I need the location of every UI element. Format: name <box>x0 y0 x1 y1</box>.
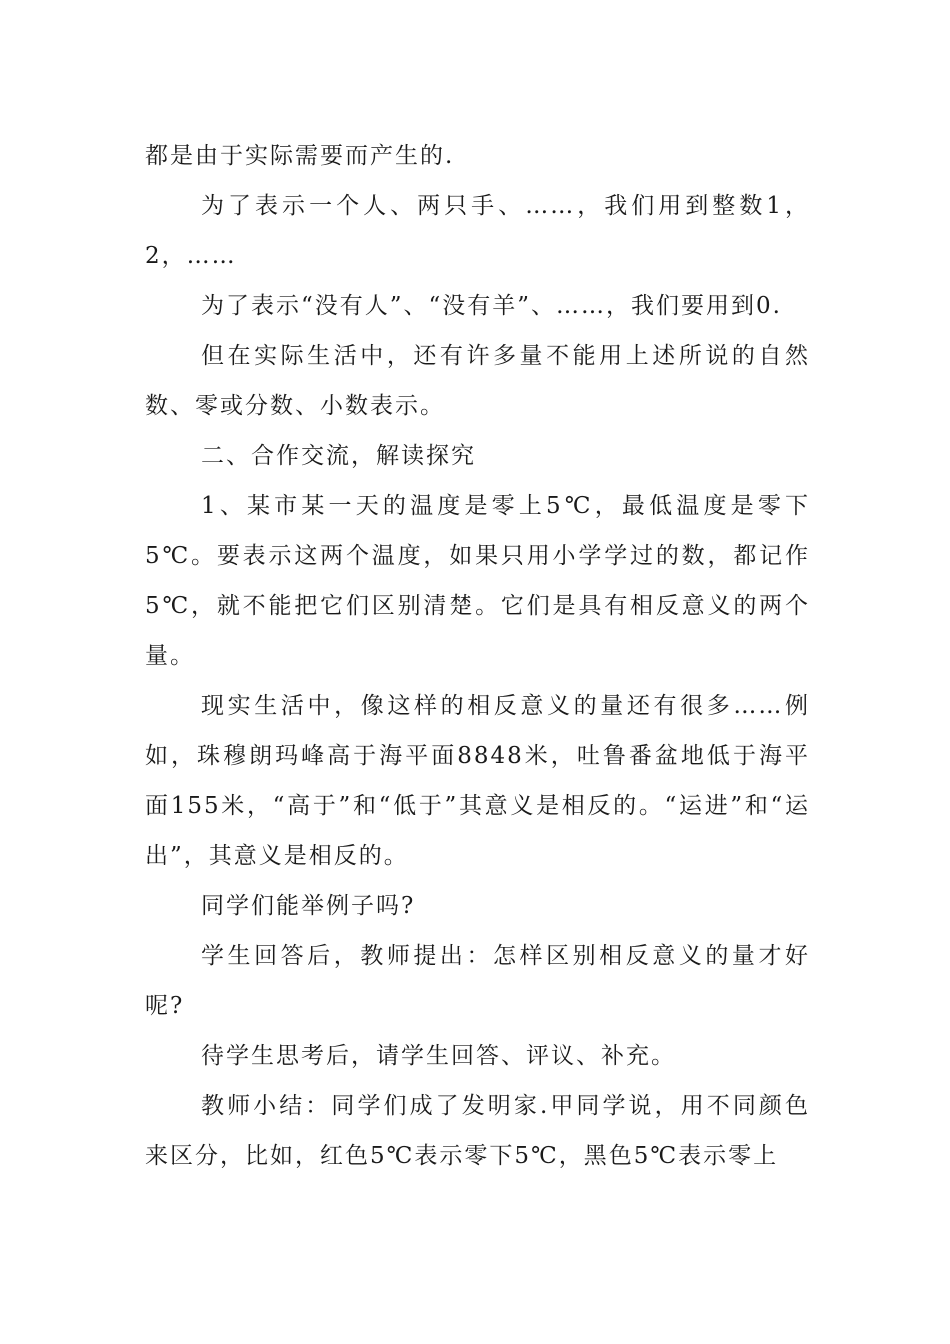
paragraph-1: 都是由于实际需要而产生的. <box>145 143 455 169</box>
paragraph-3: 为了表示“没有人”、“没有羊”、……，我们要用到0. <box>201 293 782 319</box>
paragraph-8: 同学们能举例子吗? <box>201 893 416 919</box>
paragraph-6: 1、某市某一天的温度是零上5℃，最低温度是零下5℃。要表示这两个温度，如果只用小学学过的数，都记作5℃，就不能把它们区别清楚。它们是具有相反意义的两个量。 <box>145 493 810 669</box>
section-heading: 二、合作交流，解读探究 <box>201 443 476 469</box>
paragraph-10: 待学生思考后，请学生回答、评议、补充。 <box>201 1043 676 1069</box>
paragraph-9: 学生回答后，教师提出：怎样区别相反意义的量才好呢? <box>145 943 810 1019</box>
paragraph-2: 为了表示一个人、两只手、……，我们用到整数1，2，…… <box>145 193 810 269</box>
document-body <box>145 131 810 1181</box>
paragraph-11: 教师小结：同学们成了发明家.甲同学说，用不同颜色来区分，比如，红色5℃表示零下5℃，黑色5℃表示零上 <box>145 1093 810 1169</box>
paragraph-4: 但在实际生活中，还有许多量不能用上述所说的自然数、零或分数、小数表示。 <box>145 343 810 419</box>
paragraph-7: 现实生活中，像这样的相反意义的量还有很多……例如，珠穆朗玛峰高于海平面8848米，吐鲁番盆地低于海平面155米，“高于”和“低于”其意义是相反的。“运进”和“运出”，其意义是相反的。 <box>145 693 810 869</box>
